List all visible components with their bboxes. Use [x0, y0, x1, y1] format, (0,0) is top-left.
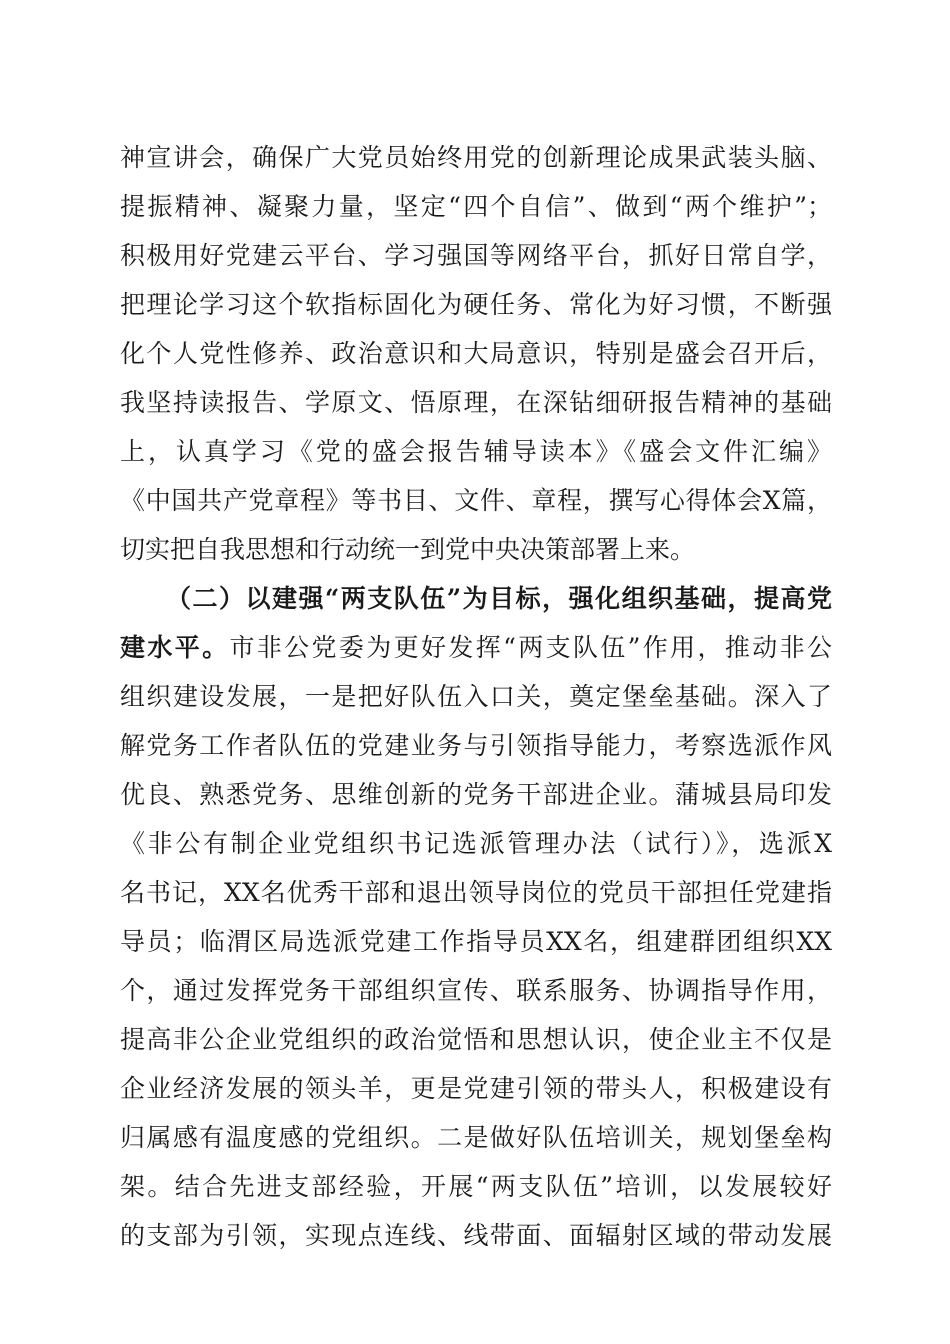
text-line: 企业经济发展的领头羊，更是党建引领的带头人，积极建设有	[120, 1074, 832, 1103]
text-line: 优良、熟悉党务、思维创新的党务干部进企业。蒲城县局印发	[120, 780, 832, 809]
paragraph-text: 市非公党委为更好发挥“两支队伍”作用，推动非公	[229, 633, 832, 662]
text-line: 名书记，XX名优秀干部和退出领导岗位的党员干部担任党建指	[120, 878, 832, 907]
text-line: 《非公有制企业党组织书记选派管理办法（试行）》，选派X	[120, 829, 832, 858]
text-line: 导员；临渭区局选派党建工作指导员XX名，组建群团组织XX	[120, 927, 832, 956]
text-line: 个，通过发挥党务干部组织宣传、联系服务、协调指导作用，	[120, 976, 832, 1005]
section-heading-end: 建水平。	[120, 633, 230, 662]
section-heading-line: （二）以建强“两支队伍”为目标，强化组织基础，提高党	[166, 584, 832, 613]
text-line: 把理论学习这个软指标固化为硬任务、常化为好习惯，不断强	[120, 290, 832, 319]
text-line: 上，认真学习《党的盛会报告辅导读本》《盛会文件汇编》	[120, 437, 832, 466]
text-line: 解党务工作者队伍的党建业务与引领指导能力，考察选派作风	[120, 731, 832, 760]
text-line: 积极用好党建云平台、学习强国等网络平台，抓好日常自学，	[120, 241, 832, 270]
text-line: 的支部为引领，实现点连线、线带面、面辐射区域的带动发展	[120, 1221, 832, 1250]
text-line: 提高非公企业党组织的政治觉悟和思想认识，使企业主不仅是	[120, 1025, 832, 1054]
text-line: 切实把自我思想和行动统一到党中央决策部署上来。	[120, 535, 696, 564]
text-line: 归属感有温度感的党组织。二是做好队伍培训关，规划堡垒构	[120, 1123, 832, 1152]
text-line: 我坚持读报告、学原文、悟原理，在深钻细研报告精神的基础	[120, 388, 832, 417]
text-line: 化个人党性修养、政治意识和大局意识，特别是盛会召开后，	[120, 339, 832, 368]
text-line: 架。结合先进支部经验，开展“两支队伍”培训，以发展较好	[120, 1172, 832, 1201]
text-line: 神宣讲会，确保广大党员始终用党的创新理论成果武装头脑、	[120, 143, 832, 172]
text-line: 《中国共产党章程》等书目、文件、章程，撰写心得体会X篇，	[120, 486, 832, 515]
text-line-mixed	[120, 626, 832, 670]
text-line: 提振精神、凝聚力量，坚定“四个自信”、做到“两个维护”；	[120, 192, 832, 221]
text-line: 组织建设发展，一是把好队伍入口关，奠定堡垒基础。深入了	[120, 682, 832, 711]
